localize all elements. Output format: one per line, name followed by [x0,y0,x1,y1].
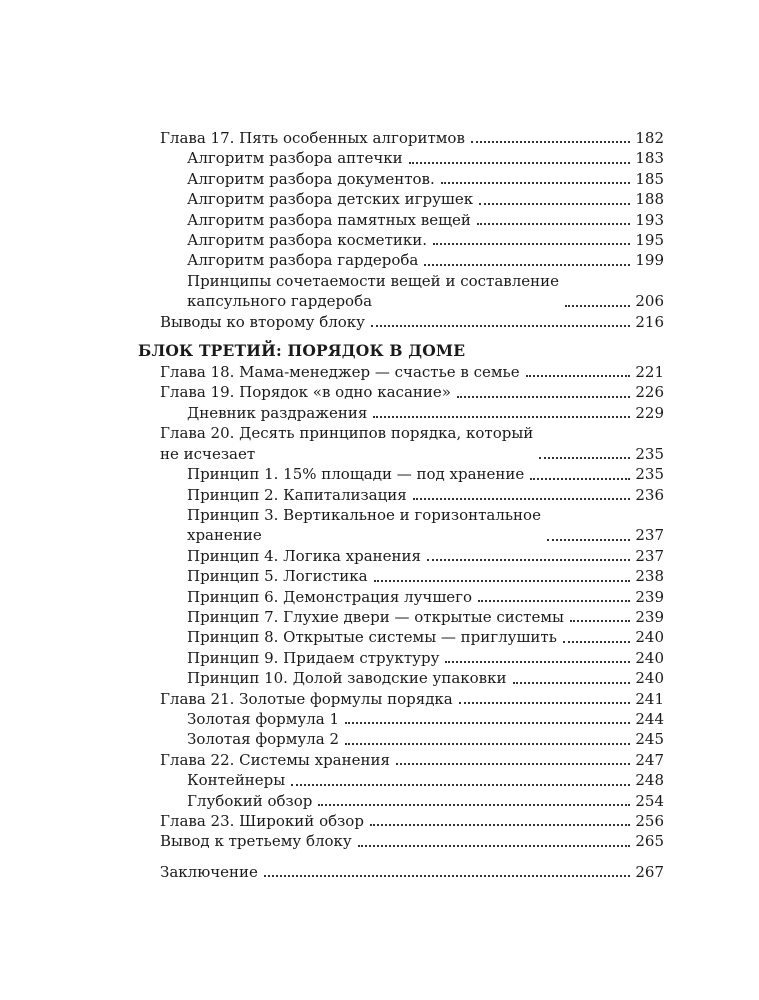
toc-entry-title [187,169,435,189]
toc-page-number: 239 [635,607,664,626]
toc-subentry[interactable] [138,791,664,811]
dot-leader [457,396,630,398]
toc-entry-title [160,750,390,770]
toc-entry-title-line: Глава 17. Пять особенных алгоритмов [160,129,465,147]
dot-leader [345,722,630,724]
toc-entry-title [187,250,418,270]
toc-entry[interactable] [138,862,664,882]
toc-entry-title-line: Алгоритм разбора гардероба [187,251,419,270]
dot-leader [547,539,630,541]
dot-leader [471,141,630,143]
toc-entry-title-line: Принцип 4. Логика хранения [187,546,421,565]
toc-page-number: 188 [635,190,664,209]
dot-leader [530,478,630,480]
toc-entry-title [187,189,473,209]
dot-leader [370,824,630,826]
toc-page-number: 256 [635,812,664,830]
toc-page-number: 236 [635,485,664,504]
toc-subentry[interactable] [138,709,664,729]
toc-subentry[interactable] [138,189,664,209]
toc-entry[interactable] [138,811,664,831]
toc-entry-title [187,210,471,230]
dot-leader [373,416,630,418]
toc-entry-title [187,791,312,811]
dot-leader [424,264,630,266]
toc-entry-title-line: Выводы ко второму блоку [160,312,366,331]
dot-leader [413,498,630,500]
dot-leader [459,702,630,704]
toc-subentry[interactable] [138,230,664,250]
dot-leader [374,580,630,582]
toc-entry-title-line: Принцип 6. Демонстрация лучшего [187,587,473,606]
toc-subentry[interactable] [138,485,664,505]
toc-entry-title [160,128,465,148]
dot-leader [478,600,630,602]
toc-entry-title-line: Золотая формула 1 [187,709,340,728]
toc-page-number: 235 [635,444,664,463]
toc-entry-title [160,382,451,402]
dot-leader [371,325,630,327]
toc-entry-title-line: Алгоритм разбора косметики. [187,231,427,250]
toc-page-number: 240 [635,648,664,667]
toc-entry-title [160,362,520,382]
toc-page-number: 195 [635,231,664,250]
toc-subentry[interactable] [138,210,664,230]
toc-subentry[interactable] [138,546,664,566]
toc-entry-title-line: Принцип 5. Логистика [187,567,368,586]
dot-leader [345,743,630,745]
toc-entry-title-line: Принцип 1. 15% площади — под хранение [187,465,525,484]
toc-entry-title [187,505,541,546]
toc-page-number: 235 [635,465,664,484]
toc-page-number: 221 [635,363,664,382]
toc-entry-title-line: Алгоритм разбора памятных вещей [187,210,471,229]
toc-entry-title-line: Принцип 2. Капитализация [187,485,407,504]
toc-entry-title [160,831,352,851]
toc-page-number: 237 [635,526,664,545]
toc-entry-title [187,566,368,586]
toc-subentry[interactable] [138,607,664,627]
toc-entry-title [187,485,407,505]
toc-entry-title [160,423,533,464]
dot-leader [539,457,630,459]
toc-page-number: 226 [635,383,664,402]
toc-subentry[interactable] [138,148,664,168]
toc-entry[interactable] [138,312,664,332]
toc-page-number: 241 [635,689,664,708]
dot-leader [433,243,630,245]
toc-entry-title-line: Глава 20. Десять принципов порядка, который [160,424,534,443]
dot-leader [563,641,630,643]
toc-entry[interactable] [138,382,664,402]
toc-entry-title-line: Глава 18. Мама-менеджер — счастье в семье [160,363,520,382]
toc-entry-title [187,668,507,688]
toc-entry-title-line: Алгоритм разбора аптечки [187,149,403,168]
toc-entry-title-line: Принцип 3. Вертикальное и горизонтальное [187,505,541,524]
toc-subentry[interactable] [138,566,664,586]
table-of-contents [138,128,664,882]
toc-entry-title-line: Алгоритм разбора детских игрушек [187,190,474,209]
toc-entry-title-line: Глава 21. Золотые формулы порядка [160,689,453,708]
toc-entry-title-line: Глава 23. Широкий обзор [160,812,364,830]
toc-entry-title [187,148,403,168]
toc-entry-title-line: не исчезает [160,444,256,463]
toc-entry-title-line: Принципы сочетаемости вещей и составление [187,271,560,290]
dot-leader [565,305,630,307]
toc-page-number: 199 [635,251,664,270]
toc-entry-title [187,709,339,729]
toc-entry-title [187,729,339,749]
toc-page-number: 265 [635,832,664,851]
toc-subentry[interactable] [138,770,664,790]
toc-page-number: 240 [635,628,664,647]
toc-entry[interactable] [138,423,664,464]
toc-page-number: 183 [635,149,664,168]
dot-leader [427,559,630,561]
toc-entry-title-line: Принцип 8. Открытые системы — приглушить [187,628,557,647]
toc-subentry[interactable] [138,587,664,607]
dot-leader [479,203,630,205]
toc-subentry[interactable] [138,271,664,312]
toc-subentry[interactable] [138,627,664,647]
toc-entry-title-line: капсульного гардероба [187,292,373,311]
toc-page-number: 193 [635,210,664,229]
toc-page-number: 244 [635,709,664,728]
toc-page-number: 229 [635,403,664,422]
toc-entry-title [187,587,472,607]
dot-leader [291,784,630,786]
toc-entry-title-line: хранение [187,526,262,545]
toc-entry-title [187,464,524,484]
toc-entry-title [160,811,364,831]
dot-leader [318,804,630,806]
dot-leader [409,162,630,164]
toc-entry-title [187,403,367,423]
toc-entry-title [187,648,439,668]
toc-subentry[interactable] [138,403,664,423]
toc-entry-title [160,689,453,709]
toc-page-number: 247 [635,750,664,769]
toc-entry-title [187,230,427,250]
toc-subentry[interactable] [138,169,664,189]
toc-entry-title-line: Вывод к третьему блоку [160,832,352,851]
toc-entry-title-line: Золотая формула 2 [187,730,340,749]
toc-page-number: 185 [635,169,664,188]
toc-entry-title-line: Дневник раздражения [187,403,368,422]
toc-entry-title-line: Принцип 10. Долой заводские упаковки [187,669,507,688]
toc-page-number: 248 [635,771,664,790]
dot-leader [513,682,630,684]
toc-entry-title [160,312,365,332]
toc-subentry[interactable] [138,505,664,546]
toc-page-number: 245 [635,730,664,749]
toc-page-number: 237 [635,546,664,565]
toc-page [138,128,664,882]
toc-entry-title-line: Принцип 7. Глухие двери — открытые системы [187,607,564,626]
toc-entry[interactable] [138,750,664,770]
block-heading: БЛОК ТРЕТИЙ: ПОРЯДОК В ДОМЕ [138,341,466,361]
dot-leader [445,661,630,663]
toc-entry-title [187,627,557,647]
dot-leader [570,620,630,622]
dot-leader [358,845,630,847]
toc-entry-title-line: Заключение [160,862,258,881]
toc-subentry[interactable] [138,729,664,749]
toc-entry-title [187,607,564,627]
toc-entry-title-line: Глубокий обзор [187,791,313,810]
toc-subentry[interactable] [138,648,664,668]
toc-entry[interactable] [138,831,664,851]
toc-entry-title [160,862,258,882]
toc-entry[interactable] [138,362,664,382]
toc-subentry[interactable] [138,464,664,484]
toc-entry[interactable] [138,689,664,709]
toc-page-number: 182 [635,129,664,147]
dot-leader [264,875,630,877]
toc-entry-title [187,770,285,790]
dot-leader [396,763,630,765]
toc-page-number: 267 [635,862,664,881]
toc-page-number: 238 [635,567,664,586]
toc-entry-title-line: Алгоритм разбора документов. [187,169,435,188]
toc-entry-title-line: Контейнеры [187,771,286,790]
toc-subentry[interactable] [138,250,664,270]
toc-page-number: 216 [635,312,664,331]
toc-entry-title-line: Глава 19. Порядок «в одно касание» [160,383,451,402]
toc-page-number: 240 [635,669,664,688]
toc-subentry[interactable] [138,668,664,688]
toc-page-number: 239 [635,587,664,606]
dot-leader [477,223,630,225]
toc-page-number: 206 [635,292,664,311]
dot-leader [526,375,630,377]
toc-entry-title [187,271,559,312]
toc-entry-title-line: Глава 22. Системы хранения [160,750,390,769]
toc-entry-title-line: Принцип 9. Придаем структуру [187,648,440,667]
dot-leader [441,182,630,184]
toc-entry[interactable] [138,128,664,148]
toc-page-number: 254 [635,791,664,810]
toc-entry-title [187,546,421,566]
